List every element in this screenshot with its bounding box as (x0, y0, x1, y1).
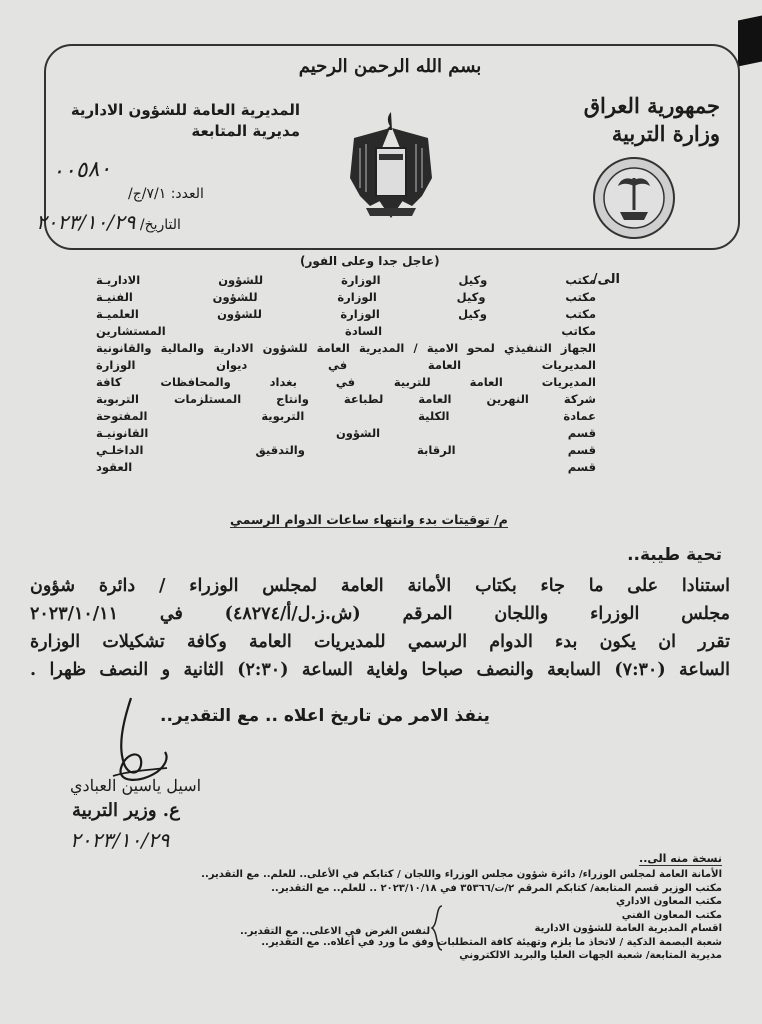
basmala: بسم الله الرحمن الرحيم (298, 56, 482, 77)
recipient-item: عمادة الكلية التربوية المفتوحة (96, 409, 596, 423)
urgency-note: (عاجل جدا وعلى الفور) (300, 254, 440, 268)
country-name: جمهورية العراق (583, 93, 720, 118)
signature-date: ٢٠٢٣/١٠/٢٩ (70, 828, 170, 852)
copy-item: مكتب الوزير قسم المتابعة/ كتابكم المرقم ٢/ت/٣٥٣٦٦ في ٢٠٢٣/١٠/١٨ .. للعلم.. مع التقدير.. (271, 882, 722, 894)
letterhead-left (60, 100, 300, 142)
body-line: تقرر ان يكون بدء الدوام الرسمي للمديريات العامة وكافة تشكيلات الوزارة (30, 632, 730, 652)
closing-line: ينفذ الامر من تاريخ اعلاه .. مع التقدير.. (160, 706, 490, 726)
recipient-item: مكاتب السادة المستشارين (96, 324, 596, 338)
number-value: ٧/١/ج/ (128, 186, 167, 202)
to-label: الى/ (592, 272, 620, 287)
recipient-item: قسم الرقابة والتدقيق الداخلـي (96, 443, 596, 457)
greeting: تحية طيبة.. (627, 545, 722, 565)
recipients-list (96, 272, 596, 476)
brace-note: لنفس الغرض في الاعلى.. مع التقدير.. (240, 926, 431, 937)
number-field (128, 186, 204, 202)
reference-stamp: ٠٠٥٨٠ (51, 156, 112, 185)
recipient-item: الجهاز التنفيذي لمحو الامية / المديرية العامة للشؤون الادارية والمالية والقانونية (96, 341, 596, 355)
copy-item: الأمانة العامة لمجلس الوزراء/ دائرة شؤون مجلس الوزراء واللجان / كتابكم في الأعلى.. للعلم.. مع التقدير.. (201, 869, 722, 880)
copies-list (82, 868, 722, 963)
recipient-item: شركة النهرين العامة لطباعة وانتاج المستلزمات التربوية (96, 392, 596, 406)
body-line: الساعة (٧:٣٠) السابعة والنصف صباحا ولغاية الساعة (٢:٣٠) الثانية و النصف ظهرا . (30, 660, 730, 680)
recipient-item: المديريات العامة للتربية في بغداد والمحافظات كافة (96, 375, 596, 389)
copy-item: مكتب المعاون الفني (621, 909, 722, 921)
recipient-item: مكتب وكيل الوزارة للشؤون الفنيـة (96, 290, 596, 304)
copy-item: اقسام المديرية العامة للشؤون الادارية (534, 923, 722, 934)
number-label: العدد: (170, 186, 204, 202)
ministry-name: وزارة التربية (611, 121, 720, 146)
brace-icon (430, 904, 446, 952)
recipient-item: قسم العقود (96, 460, 596, 474)
date-field (36, 210, 181, 234)
recipient-item: قسم الشؤون القانونيـة (96, 426, 596, 440)
department-name: مديرية المتابعة (191, 122, 300, 140)
directorate-name: المديرية العامة للشؤون الادارية (70, 101, 300, 119)
copy-item: شعبة البصمة الذكية / لاتخاذ ما يلزم وتهيئة كافة المتطلبات وفق ما ورد في أعلاه.. مع التقدير.. (261, 936, 722, 948)
recipient-item: مكتب وكيل الوزارة للشؤون الاداريـة (96, 273, 596, 287)
signatory-name: اسيل ياسين العبادي (70, 776, 202, 795)
ministry-seal-icon (592, 156, 676, 240)
copy-item: مكتب المعاون الاداري (615, 896, 722, 907)
eagle-emblem-icon (346, 108, 436, 226)
date-value: ٢٠٢٣/١٠/٢٩ (36, 210, 136, 234)
body-line: مجلس الوزراء واللجان المرقم (ش.ز.ل/أ/٤٨٢٧٤) في ٢٠٢٣/١٠/١١ (30, 604, 730, 624)
copies-title: نسخة منه الى.. (639, 852, 722, 865)
scan-edge-mark (738, 15, 762, 66)
subject-line: م/ توقيتات بدء وانتهاء ساعات الدوام الرسمي (230, 512, 508, 527)
letter-body (30, 572, 730, 684)
recipient-item: مكتب وكيل الوزارة للشؤون العلميـة (96, 307, 596, 321)
signatory-title: ع. وزير التربية (72, 800, 180, 821)
body-line: استنادا على ما جاء بكتاب الأمانة العامة لمجلس الوزراء / دائرة شؤون (30, 576, 730, 596)
recipient-item: المديريات العامة في ديوان الوزارة (96, 358, 596, 372)
copy-item: مديرية المتابعة/ شعبة الجهات العليا والبريد الالكتروني (459, 950, 722, 961)
date-label: التاريخ/ (139, 217, 181, 233)
letterhead-right (520, 92, 720, 148)
